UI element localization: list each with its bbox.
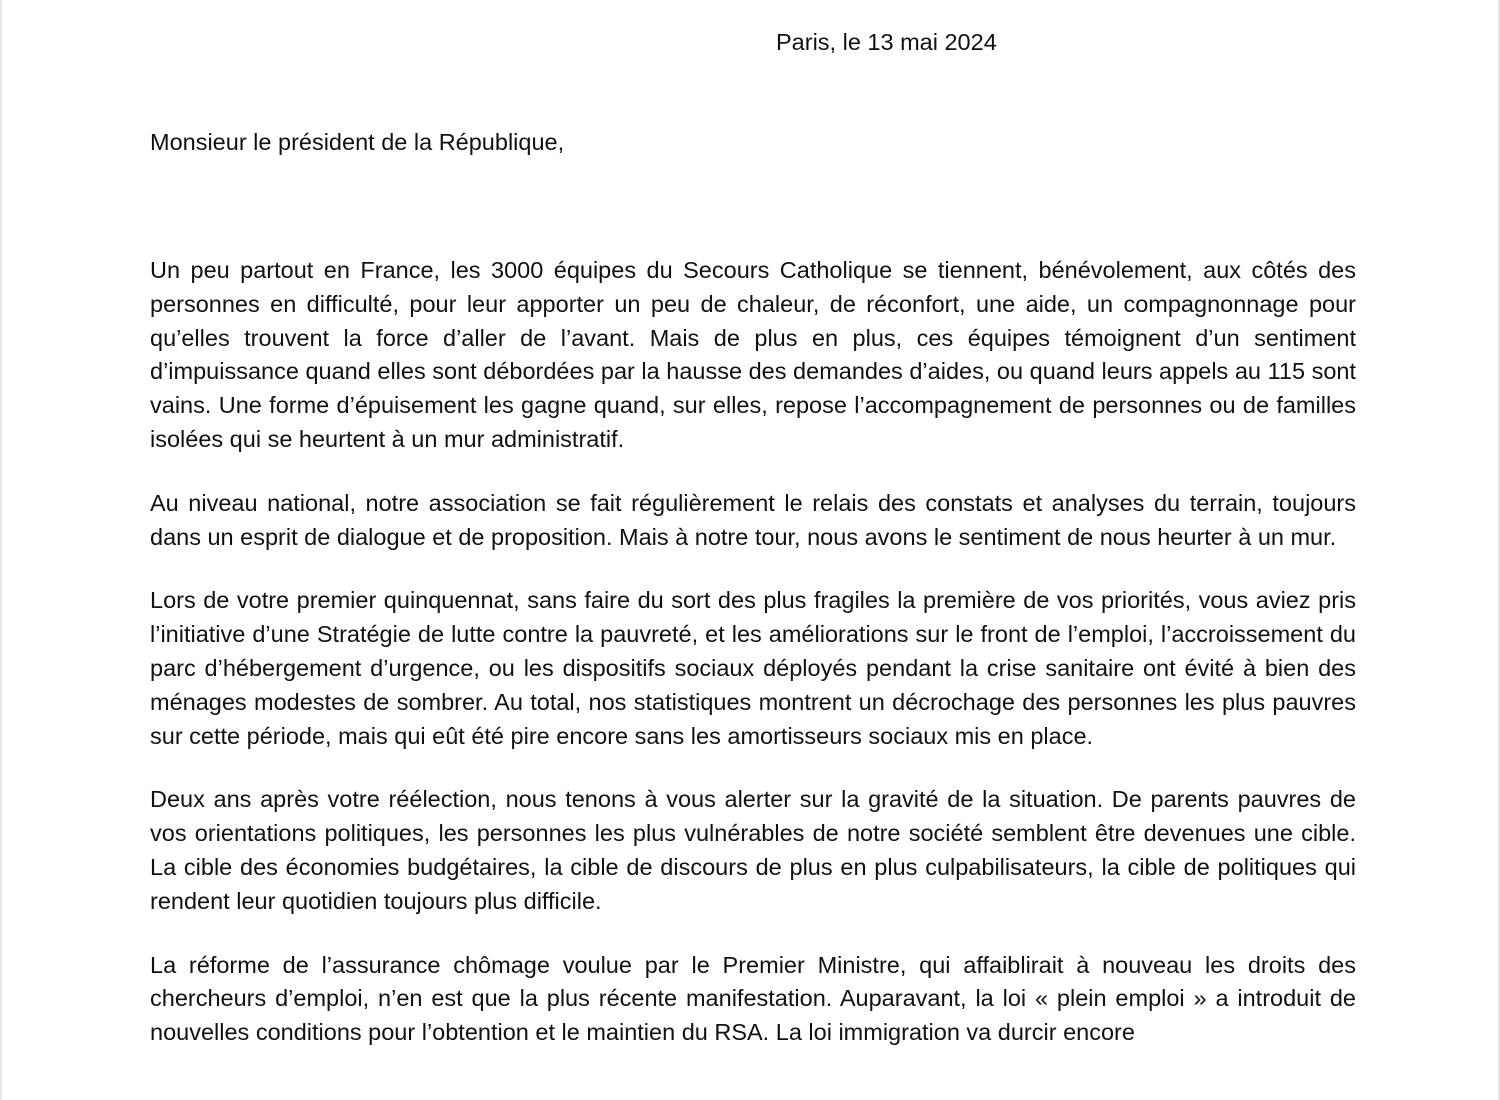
paragraph-4: Deux ans après votre réélection, nous tenons à vous alerter sur la gravité de la situation. De parents pauvres de vos orientations politiques, les personnes les plus vulnérables de notre société semblent être devenues une cible. La cible des économies budgétaires, la cible de discours de plus en plus culpabilisateurs, la cible de politiques qui rendent leur quotidien toujours plus difficile. — [150, 786, 1356, 914]
paragraph-5: La réforme de l’assurance chômage voulue par le Premier Ministre, qui affaiblirait à nouveau les droits des chercheurs d’emploi, n’en est que la plus récente manifestation. Auparavant, la loi « plein emploi » a introduit de nouvelles conditions pour l’obtention et le maintien du RSA. La loi immigration va durcir encore — [150, 951, 1356, 1046]
paragraph-3: Lors de votre premier quinquennat, sans faire du sort des plus fragiles la première de vos priorités, vous aviez pris l’initiative d’une Stratégie de lutte contre la pauvreté, et les améliorations sur le front de l’emploi, l’accroissement du parc d’hébergement d’urgence, ou les dispositifs sociaux déployés pendant la crise sanitaire ont évité à bien des ménages modestes de sombrer. Au total, nos statistiques montrent un décrochage des personnes les plus pauvres sur cette période, mais qui eût été pire encore sans les amortisseurs sociaux mis en place. — [150, 587, 1356, 749]
letter-body — [150, 254, 1356, 1080]
paragraph-1: Un peu partout en France, les 3000 équipes du Secours Catholique se tiennent, bénévolement, aux côtés des personnes en difficulté, pour leur apporter un peu de chaleur, de réconfort, une aide, un compagnonnage pour qu’elles trouvent la force d’aller de l’avant. Mais de plus en plus, ces équipes témoignent d’un sentiment d’impuissance quand elles sont débordées par la hausse des demandes d’aides, ou quand leurs appels au 115 sont vains. Une forme d’épuisement les gagne quand, sur elles, repose l’accompagnement de personnes ou de familles isolées qui se heurtent à un mur administratif. — [150, 257, 1356, 452]
page-edge-left — [0, 0, 2, 1100]
salutation: Monsieur le président de la République, — [150, 129, 565, 155]
paragraph-2: Au niveau national, notre association se fait régulièrement le relais des constats et analyses du terrain, toujours dans un esprit de dialogue et de proposition. Mais à notre tour, nous avons le sentiment de nous heurter à un mur. — [150, 489, 1356, 550]
date-line: Paris, le 13 mai 2024 — [776, 29, 997, 55]
